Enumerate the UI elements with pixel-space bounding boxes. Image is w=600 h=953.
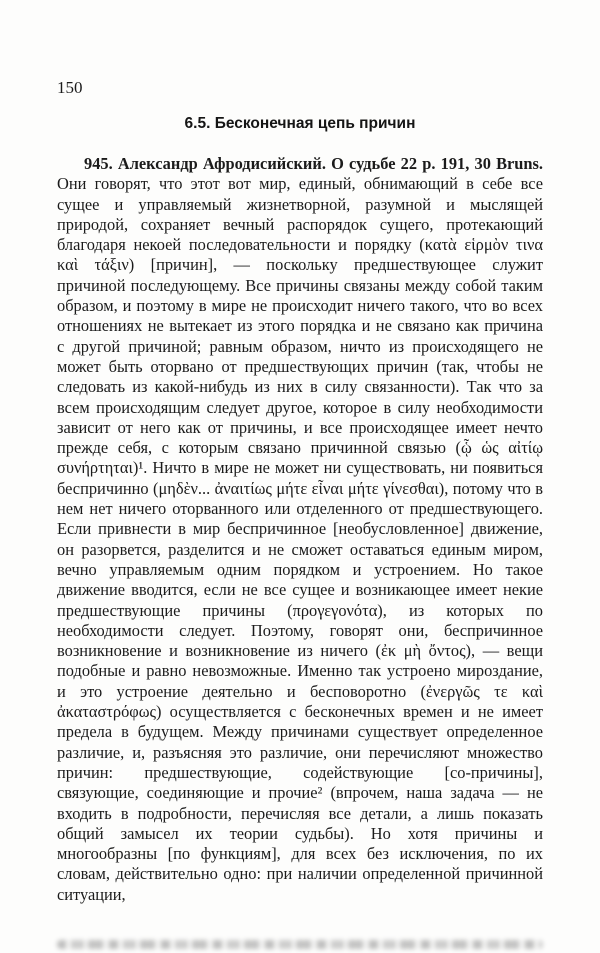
paragraph [57,154,543,905]
page-number: 150 [57,78,83,97]
section-heading: 6.5. Бесконечная цепь причин [184,115,416,132]
cutoff-blurred-text-line [57,940,543,949]
paragraph-body: Они говорят, что этот вот мир, единый, обнимающий в себе все сущее и управляемый жизнетворной, разумной и мыслящей природой, сохраняет вечный распорядок сущего, протекающий благодаря некоей последовательности и порядку (κατὰ εἱρμὸν τινα καὶ τάξιν) [причин], — поскольку предшествующее служит причиной последующему. Все причины связаны между собой таким образом, и поэтому в мире не происходит ничего такого, что во всех отношениях не вытекает из этого порядка и не связано как причина с другой причиной; равным образом, ничто из происходящего не может быть оторвано от предшествующих причин (так, чтобы не следовать из какой-нибудь из них в силу связанности). Так что за всем происходящим следует другое, которое в силу необходимости зависит от него как от причины, и все происходящее имеет нечто прежде себя, с которым связано причинной связью (ᾧ ὡς αἰτίῳ συνήρτηται)¹. Ничто в мире не может ни существовать, ни появиться беспричинно (μηδὲν... ἀναιτίως μήτε εἶναι μήτε γίνεσθαι), потому что в нем нет ничего оторванного или отделенного от предшествующего. Если привнести в мир беспричинное [необусловленное] движение, он разорвется, разделится и не сможет оставаться единым миром, вечно управляемым одним порядком и устроением. Но такое движение вводится, если не все сущее и возникающее имеет некие предшествующие причины (προγεγονότα), из которых по необходимости следует. Поэтому, говорят они, беспричинное возникновение и возникновение из ничего (ἐκ μὴ ὄντος), — вещи подобные и равно невозможные. Именно так устроено мироздание, и это устроение деятельно и бесповоротно (ἐνεργῶς τε καὶ ἀκαταστρόφως) осуществляется с бесконечных времен и не имеет предела в будущем. Между причинами существует определенное различие, и, разъясняя это различие, они перечисляют множество причин: предшествующие, содействующие [со-причины], связующие, соединяющие и прочие² (впрочем, наша задача — не входить в подробности, перечисляя все детали, а лишь показать общий замысел их теории судьбы). Но хотя причины и многообразны [по функциям], для всех без исключения, по их словам, действительно одно: при наличии определенной причинной ситуации, [57,174,543,904]
paragraph-lead: 945. Александр Афродисийский. О судьбе 22 p. 191, 30 Bruns. [84,154,543,173]
